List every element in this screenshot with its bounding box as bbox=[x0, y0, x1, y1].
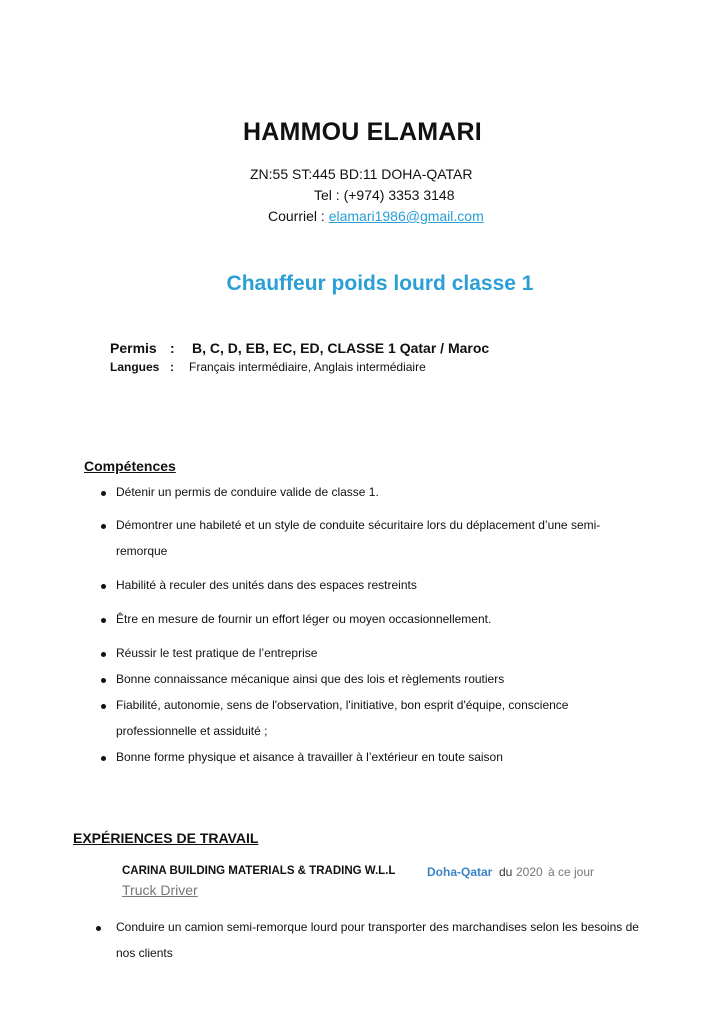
date-suffix: à ce jour bbox=[548, 865, 595, 879]
bullet-icon bbox=[101, 584, 106, 589]
job-title: Chauffeur poids lourd classe 1 bbox=[226, 272, 534, 295]
permis-colon: : bbox=[170, 340, 175, 356]
bullet-icon bbox=[101, 618, 106, 623]
task-item-continued: nos clients bbox=[116, 946, 173, 960]
langues-colon: : bbox=[170, 360, 174, 374]
permis-label: Permis bbox=[110, 340, 157, 356]
experience-heading: EXPÉRIENCES DE TRAVAIL bbox=[73, 830, 259, 846]
bullet-icon bbox=[101, 652, 106, 657]
competence-item: Bonne connaissance mécanique ainsi que des lois et règlements routiers bbox=[116, 672, 505, 686]
start-year: 2020 bbox=[516, 865, 543, 879]
langues-label: Langues bbox=[110, 360, 160, 374]
competence-item: Démontrer une habileté et un style de conduite sécuritaire lors du déplacement d’une semi- bbox=[116, 518, 601, 532]
address: ZN:55 ST:445 BD:11 DOHA-QATAR bbox=[250, 166, 473, 182]
date-prefix: du bbox=[499, 865, 513, 879]
competence-item: Habilité à reculer des unités dans des espaces restreints bbox=[116, 578, 417, 592]
bullet-icon bbox=[101, 678, 106, 683]
langues-value: Français intermédiaire, Anglais intermédiaire bbox=[189, 360, 426, 374]
role-title: Truck Driver bbox=[122, 882, 198, 898]
email-label: Courriel : bbox=[268, 208, 329, 224]
bullet-icon bbox=[101, 704, 106, 709]
email-link[interactable]: elamari1986@gmail.com bbox=[328, 208, 484, 224]
bullet-icon bbox=[101, 524, 106, 529]
competence-item-continued: professionnelle et assiduité ; bbox=[116, 724, 268, 738]
bullet-icon bbox=[96, 926, 101, 931]
company-name: CARINA BUILDING MATERIALS & TRADING W.L.L bbox=[122, 865, 396, 877]
phone: Tel : (+974) 3353 3148 bbox=[314, 187, 455, 203]
candidate-name: HAMMOU ELAMARI bbox=[243, 118, 482, 146]
bullet-icon bbox=[101, 491, 106, 496]
competence-item: Fiabilité, autonomie, sens de l'observation, l'initiative, bon esprit d'équipe, conscience bbox=[116, 698, 569, 712]
competences-heading: Compétences bbox=[84, 458, 176, 474]
email-line bbox=[268, 208, 484, 224]
competence-item: Détenir un permis de conduire valide de classe 1. bbox=[116, 485, 379, 499]
competence-item: Être en mesure de fournir un effort léger ou moyen occasionnellement. bbox=[116, 612, 492, 626]
competence-item: Réussir le test pratique de l’entreprise bbox=[116, 646, 318, 660]
task-item: Conduire un camion semi-remorque lourd pour transporter des marchandises selon les besoins de bbox=[116, 920, 639, 934]
bullet-icon bbox=[101, 756, 106, 761]
competence-item-continued: remorque bbox=[116, 544, 168, 558]
company-city: Doha-Qatar bbox=[427, 865, 493, 879]
permis-value: B, C, D, EB, EC, ED, CLASSE 1 Qatar / Maroc bbox=[192, 340, 490, 356]
competence-item: Bonne forme physique et aisance à travailler à l’extérieur en toute saison bbox=[116, 750, 503, 764]
